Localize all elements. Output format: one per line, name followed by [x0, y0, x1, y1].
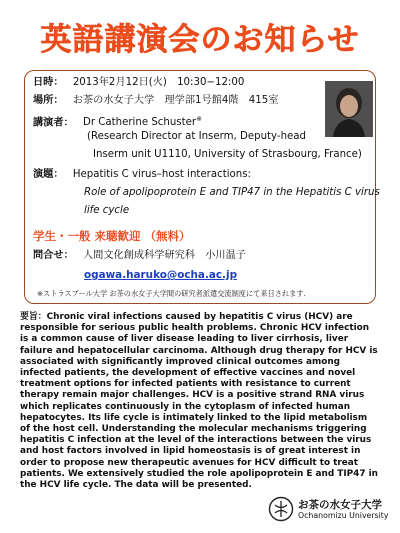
abstract — [20, 312, 380, 491]
page-title: 英語講演会のお知らせ — [40, 22, 360, 58]
contact-value: 人間文化創成科学研究科 小川温子 — [83, 250, 246, 261]
university-emblem-icon — [268, 496, 294, 522]
university-name-en: Ochanomizu University — [298, 511, 389, 520]
topic-line-3: life cycle — [84, 205, 130, 216]
topic-line-1: Hepatitis C virus–host interactions: — [72, 169, 251, 180]
speaker-portrait-icon — [325, 81, 373, 137]
footnote: ※ストラスブール大学 お茶の水女子大学間の研究者派遣交流制度にて来日されます. — [37, 289, 306, 298]
topic-label: 演題： — [33, 169, 64, 180]
speaker-name: Dr Catherine Schuster — [83, 117, 197, 129]
speaker-affiliation-2: Inserm unit U1110, University of Strasbourg, France) — [93, 149, 362, 160]
topic-row — [33, 167, 251, 184]
speaker-footnote-mark: ※ — [196, 115, 202, 123]
abstract-text: Chronic viral infections caused by hepatitis C virus (HCV) are responsible for serious public health problems. Chronic HCV infection is a common cause of liver disease leading to liver cirrhosis, liver failure and hepatocellular carcinoma. Although drug therapy for HCV is associated with significantly improved clinical outcomes among infected patients, the development of effective vaccines and novel treatment options for infected patients with resistance to current therapy remain major challenges. HCV is a positive strand RNA virus which replicates continuously in the cytoplasm of infected human hepatocytes. Its life cycle is intimately linked to the lipid metabolism of the host cell. Understanding the molecular mechanisms triggering hepatitis C infection at the level of the interactions between the virus and host factors involved in lipid homeostasis is of great interest in order to propose new therapeutic avenues for HCV difficult to treat patients. We extensively studied the role apolipoprotein E and TIP47 in the HCV life cycle. The data will be presented. — [20, 312, 378, 491]
contact-label: 問合せ： — [33, 250, 74, 261]
speaker-affiliation-1: (Research Director at Inserm, Deputy-head — [87, 131, 307, 142]
place-value: お茶の水女子大学 理学部1号館4階 415室 — [72, 95, 279, 106]
contact-row — [33, 248, 246, 265]
abstract-label: 要旨： — [20, 312, 47, 322]
place-label: 場所： — [33, 95, 64, 106]
contact-email-link[interactable]: ogawa.haruko@ocha.ac.jp — [84, 269, 238, 281]
event-info-box — [24, 70, 380, 304]
admission-notice: 学生・一般 来聴歓迎 （無料） — [33, 229, 191, 243]
date-row — [33, 75, 244, 92]
topic-line-2: Role of apolipoprotein E and TIP47 in the Hepatitis C virus — [84, 187, 380, 198]
speaker-label: 講演者： — [33, 117, 74, 129]
date-label: 日時： — [33, 77, 64, 88]
university-name-jp: お茶の水女子大学 — [298, 499, 382, 511]
date-value: 2013年2月12日(火) 10:30−12:00 — [72, 77, 245, 88]
speaker-photo — [325, 81, 373, 137]
university-logo — [268, 496, 388, 524]
place-row — [33, 93, 278, 110]
